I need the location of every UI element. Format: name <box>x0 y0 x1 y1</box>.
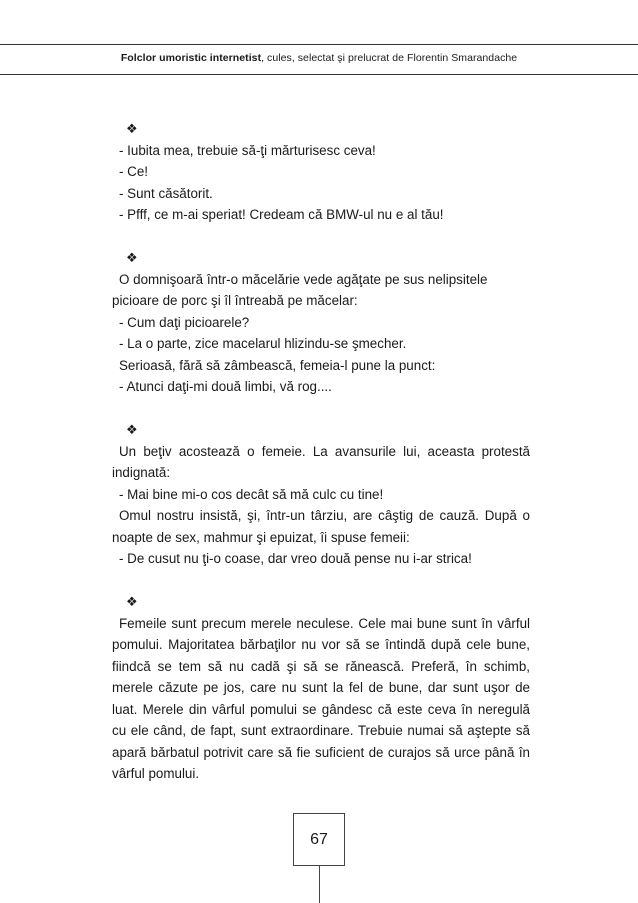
joke-3-line-3: Omul nostru insistă, şi, într-un târziu, are câştig de cauză. După o noapte de sex, mahmur şi epuizat, îi spuse femeii: <box>112 508 530 545</box>
joke-1-line-4: - Pfff, ce m-ai speriat! Credeam că BMW-ul nu e al tău! <box>119 207 444 222</box>
joke-2-line-1: O domnişoară într-o măcelărie vede agăţate pe sus nelipsitele picioare de porc şi îl întreabă pe măcelar: <box>112 271 488 308</box>
diamond-bullet-icon: ❖ <box>126 250 138 265</box>
diamond-bullet-icon: ❖ <box>126 121 138 136</box>
joke-3-line-2: - Mai bine mi-o cos decât să mă culc cu tine! <box>119 486 384 502</box>
joke-1-line-3: - Sunt căsătorit. <box>119 185 213 201</box>
joke-3-line-4: - De cusut nu ţi-o coase, dar vreo două pense nu i-ar strica! <box>119 551 472 566</box>
joke-1-line-2: - Ce! <box>119 164 149 179</box>
header-rule-bottom <box>0 74 638 75</box>
header-credits: , cules, selectat şi prelucrat de Florentin Smarandache <box>261 52 518 64</box>
joke-2-line-2: - Cum daţi picioarele? <box>119 314 250 330</box>
joke-3-line-1: Un beţiv acostează o femeie. La avansurile lui, aceasta protestă indignată: <box>112 443 530 480</box>
joke-2-line-3: - La o parte, zice macelarul hlizindu-se şmecher. <box>119 336 407 351</box>
joke-4-paragraph: Femeile sunt precum merele neculese. Cele mai bune sunt în vârful pomului. Majoritatea bărbaţilor nu vor să se întindă după cele bune, fiindcă se tem să nu cadă şi să se rănească. Preferă, în schimb, merele căzute pe jos, care nu sunt la fel de bune, dar sunt uşor de luat. Merele din vârful pomului se gândesc că este ceva în neregulă cu ele când, de fapt, sunt extraordinare. Trebuie numai să aştepte să apară bărbatul potrivit care să fie suficient de curajos să urce până în vârful pomului. <box>112 615 530 781</box>
running-header <box>0 52 638 64</box>
joke-2-line-5: - Atunci daţi-mi două limbi, vă rog.... <box>119 379 332 394</box>
page-body <box>112 118 530 785</box>
page-number: 67 <box>293 813 345 866</box>
joke-2-line-4: Serioasă, fără să zâmbească, femeia-l pune la punct: <box>119 357 436 373</box>
diamond-bullet-icon: ❖ <box>126 422 138 437</box>
page-number-stem <box>319 866 320 903</box>
diamond-bullet-icon: ❖ <box>126 594 138 609</box>
header-rule-top <box>0 44 638 45</box>
header-book-title: Folclor umoristic internetist <box>120 52 262 64</box>
joke-1-line-1: - Iubita mea, trebuie să-ţi mărturisesc ceva! <box>119 142 376 158</box>
